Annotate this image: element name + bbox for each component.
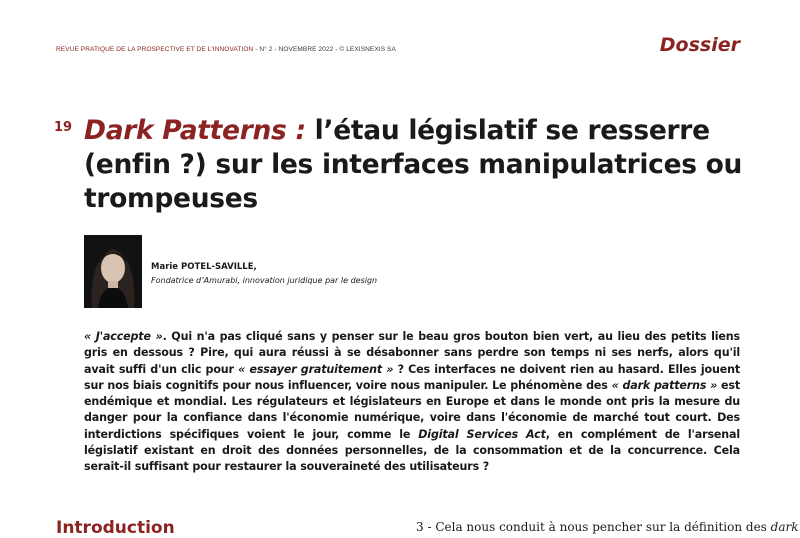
section-tag: Dossier — [659, 34, 740, 56]
body-paragraph — [416, 520, 799, 534]
author-photo — [84, 235, 142, 308]
body-text-italic: dark — [770, 520, 799, 534]
abstract-quote-accept: « J'accepte » — [84, 330, 163, 343]
title-italic-part: Dark Patterns : — [84, 115, 306, 146]
author-role: Fondatrice d’Amurabi, innovation juridique par le design — [151, 276, 378, 285]
article-abstract — [84, 329, 740, 476]
abstract-text: ? Ces interfaces ne doivent rien au hasard. Elles jouent sur nos biais cognitifs pour nous influencer, voire nous manipuler. Le phénomène des — [84, 362, 740, 392]
abstract-text: est endémique et mondial. Les régulateurs et législateurs en Europe et dans le monde ont pris la mesure du danger pour la confiance dans l'économie numérique, voire dans l'économie de marché tout court. Des interdictions spécifiques voient le jour, comme le — [84, 378, 740, 441]
section-heading: Introduction — [56, 518, 175, 538]
abstract-text: . Qui n'a pas cliqué sans y penser sur le beau gros bouton bien vert, au lieu des petits liens gris en dessous ? Pire, qui aura réussi à se désabonner sans perdre son temps ni ses nerfs, alors qu'il avait suffi d'un clic pour — [84, 330, 740, 376]
abstract-quote-try: « essayer gratuitement » — [238, 362, 394, 376]
body-text: 3 - Cela nous conduit à nous pencher sur la définition des — [416, 520, 771, 534]
abstract-quote-dark-patterns: « dark patterns » — [611, 378, 718, 392]
article-number: 19 — [54, 120, 73, 135]
author-name: Marie POTEL-SAVILLE, — [151, 262, 257, 272]
abstract-text: , en complément de l'arsenal législatif existant en droit des données personnelles, de la consommation et de la concurrence. Cela serait-il suffisant pour restaurer la souveraineté des utilisateurs ? — [84, 427, 741, 474]
publication-name: REVUE PRATIQUE DE LA PROSPECTIVE ET DE L'INNOVATION — [56, 46, 254, 53]
issue-meta: - N° 2 - NOVEMBRE 2022 - © LEXISNEXIS SA — [253, 46, 396, 53]
title-main-part: l’étau législatif se resserre (enfin ?) sur les interfaces manipulatrices ou trompeuses — [84, 115, 743, 214]
abstract-dsa: Digital Services Act — [418, 427, 546, 441]
running-header — [56, 46, 740, 53]
article-title — [84, 114, 744, 216]
